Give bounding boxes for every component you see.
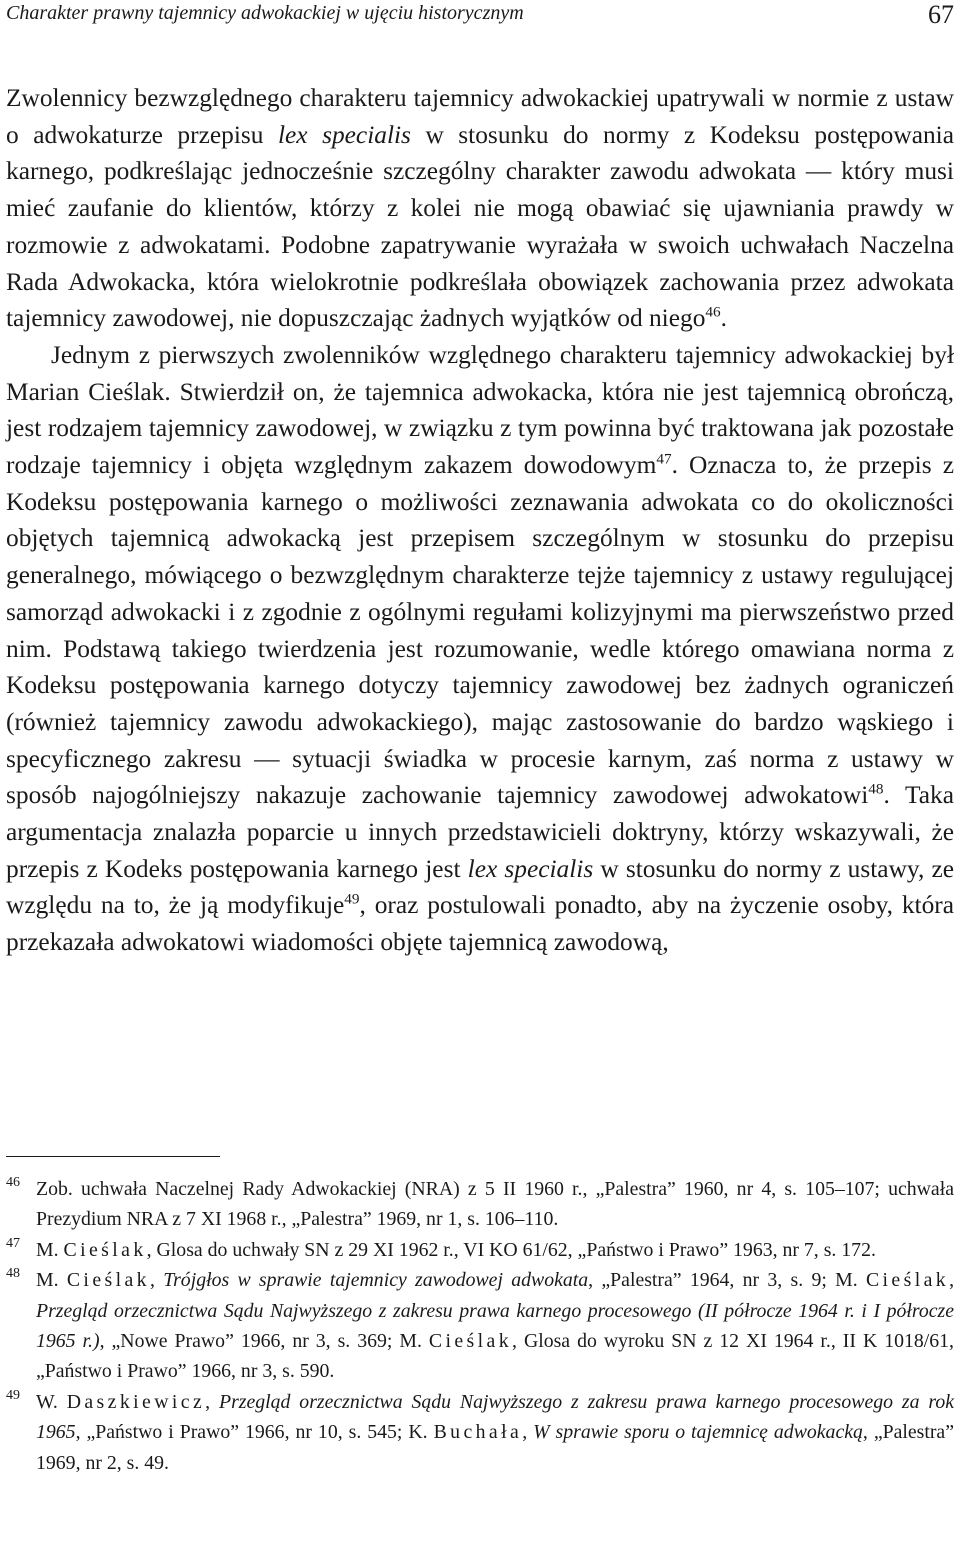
- work-title: Przegląd orzecznictwa Sądu Najwyższego z zakresu prawa karnego procesowego (II półrocze 1964 r. i I półrocze 1965 r.): [36, 1299, 954, 1353]
- text-run: Zwolennicy bezwzględnego charakteru tajemnicy adwokackiej upatrywali w normie z ustaw o adwokaturze przepisu: [6, 84, 954, 149]
- footnote-ref-49[interactable]: 49: [344, 891, 360, 908]
- author-name: Cieślak: [865, 1269, 950, 1292]
- paragraph-2: [6, 337, 954, 961]
- work-title: Przegląd orzecznictwa Sądu Najwyższego z zakresu prawa karnego procesowego za rok 1965: [36, 1390, 954, 1444]
- footnote-47: [6, 1235, 954, 1265]
- footnote-text: ,: [949, 1269, 955, 1292]
- text-run: .: [720, 304, 727, 333]
- footnote-number: 48: [6, 1266, 20, 1282]
- footnote-text: Zob. uchwała Naczelnej Rady Adwokackiej (NRA) z 5 II 1960 r., „Palestra” 1960, nr 4, s. 105–107; uchwała Prezydium NRA z 7 XI 1968 r., „Palestra” 1969, nr 1, s. 106–110.: [36, 1178, 954, 1231]
- footnote-text: ,: [522, 1421, 534, 1444]
- footnote-46: [6, 1174, 954, 1235]
- author-initial: M.: [36, 1238, 64, 1261]
- work-title: Trójgłos w sprawie tajemnicy zawodowej adwokata: [163, 1269, 589, 1292]
- italic-term: lex specialis: [467, 854, 594, 883]
- footnote-number: 46: [6, 1175, 20, 1190]
- text-run: , oraz postulowali ponadto, aby na życzenie osoby, która przekazała adwokatowi wiadomości objęte tajemnicą zawodową,: [6, 891, 954, 957]
- page-number: 67: [928, 0, 954, 29]
- author-name: Daszkiewicz: [66, 1390, 206, 1413]
- running-header: [6, 2, 954, 32]
- text-run: . Oznacza to, że przepis z Kodeksu postępowania karnego o możliwości zeznawania adwokata co do okoliczności objętych tajemnicą adwokacką jest przepisem szczególnym w stosunku do przepisu generalnego, mówiącego o bezwzględnym charakterze tejże tajemnicy z ustawy regulującej samorząd adwokacki i z zgodnie z ogólnymi regułami kolizyjnymi ma pierwszeństwo przed nim. Podstawą takiego twierdzenia jest rozumowanie, wedle którego omawiana norma z Kodeksu postępowania karnego dotyczy tajemnicy zawodowej bez żadnych ograniczeń (również tajemnicy zawodu adwokackiego), mając zastosowanie do bardzo wąskiego i specyficznego zakresu — sytuacji świadka w procesie karnym, zaś norma z ustawy w sposób najogólniejszy nakazuje zachowanie tajemnicy zawodowej adwokatowi: [6, 451, 954, 810]
- footnote-text: , Glosa do wyroku SN z 12 XI 1964 r., II K 1018/61, „Państwo i Prawo” 1966, nr 3, s. 590.: [36, 1330, 955, 1383]
- footnote-ref-48[interactable]: 48: [868, 780, 884, 798]
- footnote-text: ,: [149, 1269, 164, 1292]
- footnote-49: [6, 1387, 954, 1478]
- author-name: Cieślak: [63, 1238, 147, 1261]
- text-run: Jednym z pierwszych zwolenników względnego charakteru tajemnicy adwokackiej był Marian Cieślak. Stwierdził on, że tajemnica adwokacka, która nie jest tajemnicą obrończą, jest rodzajem tajemnicy zawodowej, w związku z tym powinna być traktowana jak pozostałe rodzaje tajemnicy i objęta względnym zakazem dowodowym: [6, 340, 954, 480]
- footnote-text: , „Palestra” 1964, nr 3, s. 9; M.: [588, 1269, 866, 1292]
- footnote-separator: [6, 1156, 220, 1157]
- footnotes: [6, 1174, 954, 1478]
- footnote-text: ,: [205, 1390, 219, 1413]
- footnote-number: 49: [6, 1387, 20, 1403]
- footnote-number: 47: [6, 1235, 20, 1251]
- text-run: . Taka argumentacja znalazła poparcie u innych przedstawicieli doktryny, którzy wskazywali, że przepis z Kodeks postępowania karnego jest: [6, 781, 954, 883]
- footnote-text: , „Państwo i Prawo” 1966, nr 10, s. 545; K.: [75, 1421, 434, 1444]
- header-title: Charakter prawny tajemnicy adwokackiej w ujęciu historycznym: [6, 2, 524, 24]
- footnote-ref-46[interactable]: 46: [705, 303, 721, 321]
- author-name: Buchała: [433, 1421, 523, 1444]
- footnote-text: , Glosa do uchwały SN z 29 XI 1962 r., VI KO 61/62, „Państwo i Prawo” 1963, nr 7, s. 172.: [146, 1238, 876, 1261]
- text-run: w stosunku do normy z ustawy, ze względu na to, że ją modyfikuje: [6, 854, 954, 920]
- work-title: W sprawie sporu o tajemnicę adwokacką: [533, 1421, 863, 1444]
- author-initial: W.: [36, 1390, 67, 1413]
- footnote-text: , „Nowe Prawo” 1966, nr 3, s. 369; M.: [99, 1330, 429, 1353]
- text-run: w stosunku do normy z Kodeksu postępowania karnego, podkreślając jednocześnie szczególny charakter zawodu adwokata — który musi mieć zaufanie do klientów, którzy z kolei nie mogą obawiać się ujawniania prawdy w rozmowie z adwokatami. Podobne zapatrywanie wyrażała w swoich uchwałach Naczelna Rada Adwokacka, która wielokrotnie podkreślała obowiązek zachowania przez adwokata tajemnicy zawodowej, nie dopuszczając żadnych wyjątków od niego: [6, 120, 954, 333]
- footnote-48: [6, 1265, 954, 1387]
- paragraph-1: [6, 80, 954, 337]
- footnote-ref-47[interactable]: 47: [656, 450, 672, 468]
- author-initial: M.: [36, 1269, 67, 1292]
- author-name: Cieślak: [428, 1330, 513, 1353]
- footnote-text: , „Palestra” 1969, nr 2, s. 49.: [36, 1421, 954, 1474]
- italic-term: lex specialis: [277, 120, 411, 149]
- main-text: [6, 80, 954, 961]
- author-name: Cieślak: [66, 1269, 150, 1292]
